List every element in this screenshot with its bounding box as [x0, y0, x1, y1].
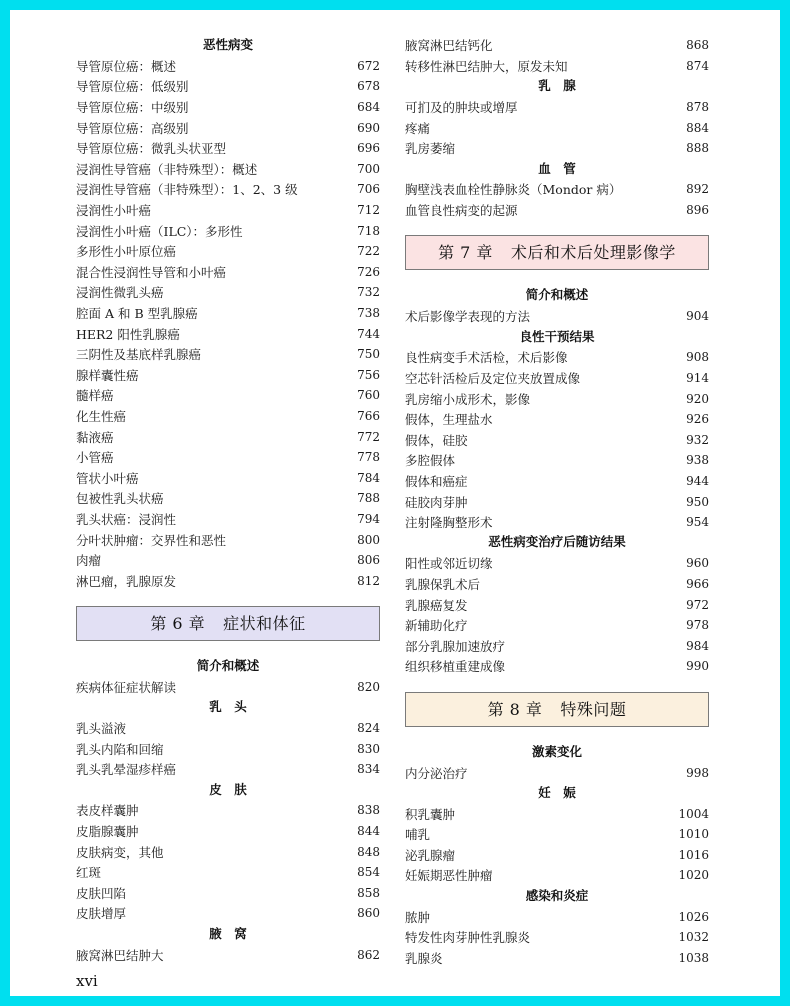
- toc-entry-title: 髓样癌: [76, 388, 114, 404]
- toc-entry-title: 乳腺保乳术后: [405, 576, 481, 592]
- toc-entry[interactable]: [405, 200, 709, 221]
- toc-entry-page: 854: [357, 865, 380, 880]
- toc-entry-title: 乳房缩小成形术，影像: [405, 391, 531, 407]
- toc-entry[interactable]: [76, 220, 380, 241]
- toc-entry-title: 管状小叶癌: [76, 470, 139, 486]
- toc-entry[interactable]: [76, 944, 380, 965]
- toc-entry-page: 926: [686, 412, 709, 427]
- toc-entry[interactable]: [405, 97, 709, 118]
- toc-entry-title: 假体，硅胶: [405, 432, 468, 448]
- toc-entry-title: 皮肤凹陷: [76, 885, 127, 901]
- toc-entry-title: 导管原位癌：概述: [76, 58, 177, 74]
- toc-entry[interactable]: [76, 117, 380, 138]
- toc-entry-page: 788: [357, 491, 380, 506]
- toc-entry-page: 888: [686, 141, 709, 156]
- toc-entry-page: 874: [686, 58, 709, 73]
- toc-entry-page: 896: [686, 203, 709, 218]
- toc-entry[interactable]: [76, 365, 380, 386]
- toc-entry-page: 696: [357, 141, 380, 156]
- toc-entry-title: 空芯针活检后及定位夹放置成像: [405, 371, 581, 387]
- toc-entry-title: 妊娠期恶性肿瘤: [405, 868, 493, 884]
- section-heading: 恶性病变治疗后随访结果: [488, 534, 626, 550]
- toc-entry-page: 884: [686, 120, 709, 135]
- toc-entry-page: 706: [357, 182, 380, 197]
- chapter-title: 特殊问题: [560, 699, 627, 719]
- toc-entry[interactable]: [76, 447, 380, 468]
- toc-entry-title: 皮肤增厚: [76, 906, 127, 922]
- toc-entry[interactable]: [76, 97, 380, 118]
- toc-entry-page: 914: [686, 371, 709, 386]
- chapter-number: 第 6 章: [150, 614, 206, 634]
- toc-entry[interactable]: [405, 865, 709, 886]
- chapter-banner: [76, 606, 380, 641]
- toc-entry[interactable]: [405, 615, 709, 636]
- toc-entry[interactable]: [76, 903, 380, 924]
- section-heading: 简介和概述: [196, 658, 260, 674]
- toc-entry[interactable]: [76, 406, 380, 427]
- toc-entry-page: 858: [357, 885, 380, 900]
- chapter-banner: [405, 235, 709, 270]
- toc-entry-page: 904: [686, 309, 709, 324]
- toc-page: [10, 10, 780, 996]
- toc-entry[interactable]: [405, 635, 709, 656]
- toc-entry-page: 1032: [678, 930, 709, 945]
- section-heading: 妊 娠: [538, 784, 576, 800]
- toc-entry[interactable]: [405, 594, 709, 615]
- toc-entry[interactable]: [405, 471, 709, 492]
- toc-entry-title: 良性病变手术活检，术后影像: [405, 350, 568, 366]
- toc-entry-title: 组织移植重建成像: [405, 659, 506, 675]
- page-number: xvi: [76, 972, 98, 990]
- toc-entry[interactable]: [76, 529, 380, 550]
- toc-entry-page: 892: [686, 182, 709, 197]
- toc-entry[interactable]: [76, 488, 380, 509]
- toc-entry-title: 假体，生理盐水: [405, 412, 493, 428]
- section-heading: 血 管: [538, 160, 576, 176]
- toc-entry-title: 部分乳腺加速放疗: [405, 638, 506, 654]
- toc-entry-title: 三阴性及基底样乳腺癌: [76, 347, 202, 363]
- chapter-banner: [405, 692, 709, 727]
- toc-entry[interactable]: [405, 906, 709, 927]
- toc-entry[interactable]: [76, 385, 380, 406]
- toc-entry[interactable]: [405, 824, 709, 845]
- toc-entry-page: 862: [357, 947, 380, 962]
- toc-entry-title: 新辅助化疗: [405, 618, 468, 634]
- toc-entry-title: 多形性小叶原位癌: [76, 244, 177, 260]
- toc-entry-page: 744: [357, 326, 380, 341]
- toc-entry[interactable]: [405, 117, 709, 138]
- toc-entry-title: 疼痛: [405, 120, 431, 136]
- toc-entry-page: 722: [357, 244, 380, 259]
- toc-entry[interactable]: [76, 262, 380, 283]
- section-heading: 感染和炎症: [525, 887, 589, 903]
- toc-entry-page: 966: [686, 576, 709, 591]
- toc-entry-page: 834: [357, 762, 380, 777]
- toc-entry-page: 838: [357, 803, 380, 818]
- toc-entry-title: 特发性肉芽肿性乳腺炎: [405, 930, 531, 946]
- toc-entry-page: 932: [686, 432, 709, 447]
- toc-entry[interactable]: [76, 718, 380, 739]
- toc-entry-title: 导管原位癌：中级别: [76, 100, 189, 116]
- toc-entry-page: 908: [686, 350, 709, 365]
- toc-entry[interactable]: [76, 426, 380, 447]
- toc-entry-page: 678: [357, 79, 380, 94]
- toc-entry-title: 脓肿: [405, 909, 431, 925]
- toc-entry[interactable]: [76, 241, 380, 262]
- toc-entry-page: 800: [357, 532, 380, 547]
- toc-entry-title: 化生性癌: [76, 408, 127, 424]
- toc-entry-title: 导管原位癌：低级别: [76, 79, 189, 95]
- toc-entry[interactable]: [405, 179, 709, 200]
- toc-entry-page: 794: [357, 511, 380, 526]
- toc-entry-title: 红斑: [76, 865, 102, 881]
- toc-entry-title: 注射隆胸整形术: [405, 515, 493, 531]
- toc-entry-title: 硅胶肉芽肿: [405, 494, 468, 510]
- toc-entry-title: 浸润性小叶癌（ILC）：多形性: [76, 223, 243, 239]
- toc-entry-page: 766: [357, 408, 380, 423]
- toc-entry[interactable]: [405, 306, 709, 327]
- toc-entry-title: 转移性淋巴结肿大，原发未知: [405, 58, 568, 74]
- toc-entry[interactable]: [405, 948, 709, 969]
- toc-entry-page: 960: [686, 556, 709, 571]
- toc-entry-title: 淋巴瘤，乳腺原发: [76, 573, 177, 589]
- toc-entry-title: 腋窝淋巴结肿大: [76, 947, 164, 963]
- toc-entry[interactable]: [405, 927, 709, 948]
- toc-entry-title: 分叶状肿瘤：交界性和恶性: [76, 532, 227, 548]
- toc-entry-title: 腺样囊性癌: [76, 367, 139, 383]
- toc-entry-page: 848: [357, 844, 380, 859]
- toc-entry-title: 乳头内陷和回缩: [76, 741, 164, 757]
- toc-entry-page: 718: [357, 223, 380, 238]
- toc-entry-page: 844: [357, 824, 380, 839]
- toc-entry-title: 浸润性微乳头癌: [76, 285, 164, 301]
- toc-entry-title: 乳头状癌：浸润性: [76, 511, 177, 527]
- toc-entry[interactable]: [405, 409, 709, 430]
- toc-entry-title: 小管癌: [76, 450, 114, 466]
- toc-entry-page: 944: [686, 473, 709, 488]
- toc-entry[interactable]: [405, 430, 709, 451]
- toc-entry-title: HER2 阳性乳腺癌: [76, 326, 180, 342]
- chapter-number: 第 8 章: [487, 699, 543, 719]
- toc-entry[interactable]: [405, 450, 709, 471]
- toc-entry-title: 导管原位癌：微乳头状亚型: [76, 141, 227, 157]
- toc-entry-title: 疾病体征症状解读: [76, 679, 177, 695]
- toc-entry-title: 浸润性小叶癌: [76, 203, 152, 219]
- toc-entry-title: 肉瘤: [76, 553, 102, 569]
- toc-entry[interactable]: [405, 803, 709, 824]
- section-heading: 简介和概述: [525, 287, 589, 303]
- toc-entry[interactable]: [405, 762, 709, 783]
- section-heading: 乳 腺: [538, 78, 576, 94]
- toc-entry-page: 760: [357, 388, 380, 403]
- toc-entry-title: 导管原位癌：高级别: [76, 120, 189, 136]
- toc-entry[interactable]: [76, 509, 380, 530]
- toc-entry[interactable]: [405, 574, 709, 595]
- toc-entry[interactable]: [405, 35, 709, 56]
- toc-entry[interactable]: [405, 845, 709, 866]
- toc-entry[interactable]: [405, 553, 709, 574]
- toc-entry-page: 1010: [678, 827, 709, 842]
- toc-entry-page: 672: [357, 58, 380, 73]
- toc-entry-title: 可扪及的肿块或增厚: [405, 100, 518, 116]
- toc-entry-title: 血管良性病变的起源: [405, 203, 518, 219]
- toc-entry-title: 多腔假体: [405, 453, 456, 469]
- toc-entry-title: 胸壁浅表血栓性静脉炎（Mondor 病）: [405, 182, 622, 198]
- toc-entry[interactable]: [405, 491, 709, 512]
- toc-entry[interactable]: [405, 368, 709, 389]
- toc-entry-page: 1038: [678, 950, 709, 965]
- toc-entry-page: 772: [357, 429, 380, 444]
- toc-entry[interactable]: [76, 179, 380, 200]
- toc-entry[interactable]: [76, 323, 380, 344]
- toc-entry[interactable]: [405, 656, 709, 677]
- toc-entry-title: 黏液癌: [76, 429, 114, 445]
- toc-entry[interactable]: [405, 388, 709, 409]
- toc-entry-page: 738: [357, 306, 380, 321]
- toc-entry-page: 1020: [678, 868, 709, 883]
- section-heading: 腋 窝: [209, 925, 247, 941]
- toc-entry[interactable]: [76, 862, 380, 883]
- toc-entry[interactable]: [76, 841, 380, 862]
- toc-entry-title: 阳性或邻近切缘: [405, 556, 493, 572]
- chapter-title: 症状和体征: [223, 614, 306, 634]
- section-heading: 恶性病变: [202, 37, 253, 52]
- toc-entry[interactable]: [405, 347, 709, 368]
- toc-entry-title: 腋窝淋巴结钙化: [405, 38, 493, 54]
- toc-entry-page: 820: [357, 679, 380, 694]
- toc-entry[interactable]: [76, 677, 380, 698]
- toc-entry-title: 乳头乳晕湿疹样癌: [76, 762, 177, 778]
- toc-entry-page: 938: [686, 453, 709, 468]
- toc-entry-title: 皮肤病变，其他: [76, 844, 164, 860]
- toc-entry-title: 假体和癌症: [405, 473, 468, 489]
- toc-right-column: [405, 35, 709, 968]
- toc-entry-page: 1016: [678, 847, 709, 862]
- toc-entry-page: 778: [357, 450, 380, 465]
- toc-entry-page: 700: [357, 161, 380, 176]
- toc-entry[interactable]: [76, 56, 380, 77]
- toc-entry-title: 混合性浸润性导管和小叶癌: [76, 264, 227, 280]
- toc-entry[interactable]: [76, 883, 380, 904]
- toc-entry-title: 皮脂腺囊肿: [76, 824, 139, 840]
- toc-left-column: [76, 35, 380, 965]
- toc-entry-page: 812: [357, 573, 380, 588]
- toc-entry[interactable]: [76, 344, 380, 365]
- section-heading: 激素变化: [531, 743, 582, 759]
- toc-entry-page: 868: [686, 38, 709, 53]
- toc-entry[interactable]: [76, 76, 380, 97]
- toc-entry[interactable]: [76, 467, 380, 488]
- toc-entry-title: 泌乳腺瘤: [405, 847, 456, 863]
- toc-entry[interactable]: [405, 512, 709, 533]
- toc-entry-page: 784: [357, 470, 380, 485]
- toc-entry-page: 726: [357, 264, 380, 279]
- toc-entry-page: 920: [686, 391, 709, 406]
- toc-entry-page: 824: [357, 721, 380, 736]
- toc-entry[interactable]: [76, 738, 380, 759]
- toc-entry[interactable]: [76, 800, 380, 821]
- toc-entry[interactable]: [405, 56, 709, 77]
- toc-entry[interactable]: [76, 159, 380, 180]
- toc-entry-page: 972: [686, 597, 709, 612]
- toc-entry-title: 内分泌治疗: [405, 765, 468, 781]
- toc-entry-title: 术后影像学表现的方法: [405, 309, 531, 325]
- toc-entry-title: 乳房萎缩: [405, 141, 456, 157]
- toc-entry[interactable]: [76, 303, 380, 324]
- toc-entry-title: 包被性乳头状癌: [76, 491, 164, 507]
- toc-entry-page: 712: [357, 203, 380, 218]
- toc-entry[interactable]: [76, 821, 380, 842]
- toc-entry-page: 1004: [678, 806, 709, 821]
- toc-entry[interactable]: [76, 138, 380, 159]
- toc-entry-page: 750: [357, 347, 380, 362]
- toc-entry[interactable]: [76, 282, 380, 303]
- toc-entry[interactable]: [76, 200, 380, 221]
- toc-entry-title: 表皮样囊肿: [76, 803, 139, 819]
- toc-entry-page: 990: [686, 659, 709, 674]
- toc-entry-page: 984: [686, 638, 709, 653]
- toc-entry[interactable]: [76, 550, 380, 571]
- toc-entry-page: 830: [357, 741, 380, 756]
- toc-entry-page: 878: [686, 100, 709, 115]
- toc-entry-title: 乳腺癌复发: [405, 597, 468, 613]
- toc-entry-title: 积乳囊肿: [405, 806, 456, 822]
- toc-entry-title: 浸润性导管癌（非特殊型）：概述: [76, 161, 258, 177]
- toc-entry-page: 732: [357, 285, 380, 300]
- toc-entry[interactable]: [76, 570, 380, 591]
- section-heading: 良性干预结果: [519, 328, 595, 344]
- toc-entry-title: 乳腺炎: [405, 950, 443, 966]
- toc-entry-title: 乳头溢液: [76, 721, 127, 737]
- toc-entry-page: 1026: [678, 909, 709, 924]
- chapter-title: 术后和术后处理影像学: [510, 243, 676, 263]
- toc-entry-page: 684: [357, 100, 380, 115]
- toc-entry-title: 浸润性导管癌（非特殊型）：1、2、3 级: [76, 182, 298, 198]
- toc-entry-title: 哺乳: [405, 827, 431, 843]
- toc-entry-page: 690: [357, 120, 380, 135]
- toc-entry-page: 954: [686, 515, 709, 530]
- toc-entry-page: 756: [357, 367, 380, 382]
- section-heading: 皮 肤: [209, 781, 247, 797]
- toc-entry-page: 978: [686, 618, 709, 633]
- chapter-number: 第 7 章: [438, 243, 493, 263]
- toc-entry-page: 950: [686, 494, 709, 509]
- toc-entry-title: 腔面 A 和 B 型乳腺癌: [76, 306, 198, 322]
- toc-entry-page: 806: [357, 553, 380, 568]
- toc-entry[interactable]: [76, 759, 380, 780]
- section-heading: 乳 头: [209, 699, 247, 715]
- toc-entry-page: 860: [357, 906, 380, 921]
- toc-entry[interactable]: [405, 138, 709, 159]
- toc-entry-page: 998: [686, 765, 709, 780]
